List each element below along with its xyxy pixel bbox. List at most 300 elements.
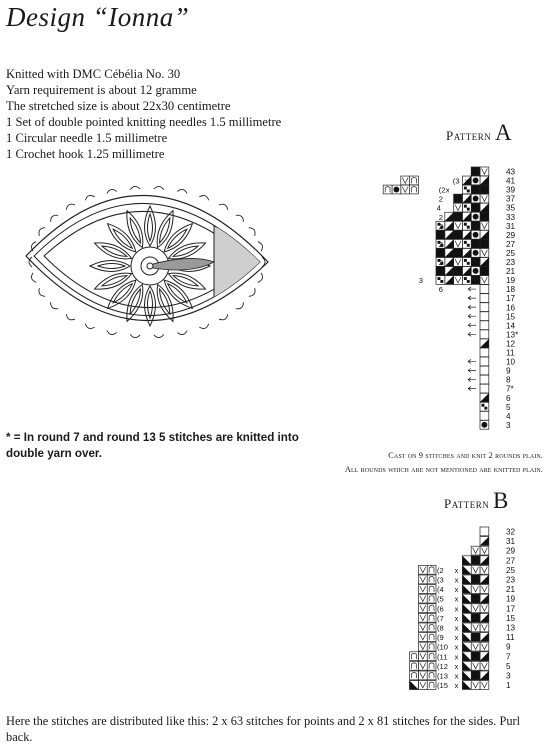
chart-cell xyxy=(480,420,489,429)
row-label: 3 xyxy=(506,671,511,681)
chart-cell xyxy=(454,248,463,257)
row-label: 29 xyxy=(506,546,516,556)
chart-cell xyxy=(471,681,480,690)
chart-cell xyxy=(462,267,471,276)
repeat-mark: (5 xyxy=(437,594,444,604)
chart-cell xyxy=(480,167,489,176)
scallop xyxy=(236,302,246,311)
row-label: 11 xyxy=(506,348,515,358)
chart-cell xyxy=(462,230,471,239)
row-label: 7 xyxy=(506,652,511,662)
chart-cell xyxy=(427,585,436,594)
chart-cell xyxy=(480,248,489,257)
repeat-mark: x xyxy=(454,565,459,575)
chart-cell xyxy=(462,221,471,230)
chart-cell xyxy=(462,239,471,248)
chart-cell xyxy=(471,671,480,680)
repeat-mark: (8 xyxy=(437,623,444,633)
petal xyxy=(122,208,147,249)
repeat-mark: x xyxy=(464,176,469,186)
chart-cell xyxy=(410,681,419,690)
chart-cell xyxy=(480,230,489,239)
scallop xyxy=(84,324,94,330)
chart-cell xyxy=(454,258,463,267)
pattern-a-title xyxy=(446,120,512,146)
chart-cell xyxy=(445,239,454,248)
round-note: * = In round 7 and round 13 5 stitches are knitted into double yarn over. xyxy=(6,431,299,460)
petal xyxy=(160,276,196,312)
chart-cell xyxy=(462,604,471,613)
arrow-left-icon xyxy=(468,369,476,373)
chart-cell xyxy=(471,185,480,194)
chart-cell xyxy=(480,652,489,661)
scallop xyxy=(37,226,45,236)
chart-cell xyxy=(480,312,489,321)
row-label: 19 xyxy=(506,276,516,286)
row-label: 12 xyxy=(506,339,516,349)
chart-cell xyxy=(480,203,489,212)
row-label: 11 xyxy=(506,633,515,643)
repeat-mark: x xyxy=(454,585,459,595)
chart-cell xyxy=(480,267,489,276)
row-label: 29 xyxy=(506,230,516,240)
repeat-mark: (7 xyxy=(437,613,444,623)
chart-cell xyxy=(462,203,471,212)
chart-cell xyxy=(471,623,480,632)
row-label: 1 xyxy=(506,681,511,691)
chart-cell xyxy=(480,604,489,613)
chart-cell xyxy=(480,575,489,584)
chart-cell xyxy=(462,212,471,221)
row-label: 37 xyxy=(506,194,516,204)
chart-cell xyxy=(462,258,471,267)
row-label: 13* xyxy=(506,330,519,340)
chart-cell xyxy=(427,652,436,661)
scallop xyxy=(177,189,187,194)
row-label: 7* xyxy=(506,384,514,394)
chart-cell xyxy=(480,339,489,348)
chart-cell xyxy=(471,221,480,230)
chart-cell xyxy=(471,258,480,267)
scallop xyxy=(49,213,59,222)
chart-cell xyxy=(418,661,427,670)
chart-cell xyxy=(454,212,463,221)
repeat-mark: x xyxy=(454,633,459,643)
repeat-mark: 2 xyxy=(438,239,444,249)
chart-cell xyxy=(392,185,401,194)
repeat-mark: (9 xyxy=(437,633,444,643)
repeat-mark: (12 xyxy=(437,661,448,671)
scallop xyxy=(199,194,209,200)
chart-cell xyxy=(427,633,436,642)
repeat-mark: (11 xyxy=(437,652,448,662)
row-label: 16 xyxy=(506,303,516,313)
repeat-mark: (2 xyxy=(438,185,446,195)
chart-cell xyxy=(418,575,427,584)
pattern-b-letter: B xyxy=(492,488,509,513)
chart-cell xyxy=(418,642,427,651)
design-title: Design “Ionna” xyxy=(6,2,190,32)
row-label: 15 xyxy=(506,613,516,623)
scallop xyxy=(106,331,116,336)
scallop xyxy=(106,189,116,194)
repeat-mark: x xyxy=(445,185,450,195)
repeat-mark: 2 xyxy=(438,267,444,277)
row-label: 25 xyxy=(506,248,516,258)
chart-cell xyxy=(480,330,489,339)
repeat-mark: x xyxy=(454,661,459,671)
row-label: 23 xyxy=(506,575,516,585)
pattern-a-caption-cast-on: Cast on 9 stitches and knit 2 rounds plain. xyxy=(388,451,543,460)
chart-cell xyxy=(471,661,480,670)
chart-cell xyxy=(454,203,463,212)
chart-cell xyxy=(401,176,410,185)
petal xyxy=(104,220,140,256)
chart-cell xyxy=(418,652,427,661)
chart-cell xyxy=(418,604,427,613)
row-label: 15 xyxy=(506,312,516,322)
chart-cell xyxy=(471,212,480,221)
repeat-mark: (3 xyxy=(437,575,444,585)
chart-cell xyxy=(480,366,489,375)
chart-cell xyxy=(427,661,436,670)
repeat-mark: x xyxy=(454,613,459,623)
row-label: 9 xyxy=(506,366,511,376)
row-label: 6 xyxy=(506,393,511,403)
petal xyxy=(166,269,207,294)
chart-cell xyxy=(445,276,454,285)
chart-cell xyxy=(462,652,471,661)
chart-cell xyxy=(410,176,419,185)
chart-cell xyxy=(480,642,489,651)
petal xyxy=(153,208,178,249)
chart-cell xyxy=(427,642,436,651)
chart-cell xyxy=(383,185,392,194)
scallop xyxy=(154,186,164,190)
pattern-a-chart xyxy=(380,164,520,446)
chart-cell xyxy=(454,239,463,248)
chart-cell xyxy=(410,671,419,680)
doily-illustration xyxy=(22,176,274,356)
arrow-left-icon xyxy=(468,378,476,382)
repeat-mark: x xyxy=(454,671,459,681)
row-label: 10 xyxy=(506,357,516,367)
chart-cell xyxy=(471,194,480,203)
scallop xyxy=(249,226,257,236)
chart-cell xyxy=(418,681,427,690)
chart-cell xyxy=(427,604,436,613)
row-label: 35 xyxy=(506,203,516,213)
chart-cell xyxy=(480,681,489,690)
chart-cell xyxy=(480,221,489,230)
chart-cell xyxy=(462,194,471,203)
chart-cell xyxy=(418,565,427,574)
repeat-mark: x xyxy=(454,642,459,652)
chart-cell xyxy=(480,402,489,411)
row-label: 43 xyxy=(506,167,516,177)
chart-cell xyxy=(480,546,489,555)
material-line: The stretched size is about 22x30 centimetre xyxy=(6,99,231,113)
repeat-mark: x xyxy=(454,623,459,633)
chart-cell xyxy=(480,384,489,393)
chart-cell xyxy=(410,661,419,670)
chart-cell xyxy=(427,613,436,622)
scallop xyxy=(258,273,264,283)
chart-cell xyxy=(480,258,489,267)
scallop xyxy=(219,202,229,210)
chart-cell xyxy=(480,185,489,194)
row-label: 5 xyxy=(506,661,511,671)
chart-cell xyxy=(427,623,436,632)
repeat-mark: (10 xyxy=(437,642,448,652)
repeat-mark: x xyxy=(454,594,459,604)
repeat-mark: (2 xyxy=(437,565,444,575)
repeat-mark: (4 xyxy=(437,585,444,595)
chart-cell xyxy=(480,375,489,384)
chart-cell xyxy=(401,185,410,194)
arrow-left-icon xyxy=(468,305,476,309)
chart-cell xyxy=(471,613,480,622)
chart-cell xyxy=(480,623,489,632)
chart-cell xyxy=(480,565,489,574)
chart-cell xyxy=(480,671,489,680)
chart-cell xyxy=(480,348,489,357)
row-label: 4 xyxy=(506,411,511,421)
chart-cell xyxy=(418,585,427,594)
row-label: 17 xyxy=(506,294,516,304)
chart-cell xyxy=(480,276,489,285)
chart-cell xyxy=(462,613,471,622)
scallop xyxy=(154,334,164,338)
chart-cell xyxy=(445,248,454,257)
scallop xyxy=(84,194,94,200)
chart-cell xyxy=(480,393,489,402)
chart-cell xyxy=(462,671,471,680)
repeat-mark: 6 xyxy=(438,285,444,295)
arrow-left-icon xyxy=(468,296,476,300)
repeat-mark: 2 xyxy=(438,194,444,204)
chart-cell xyxy=(462,661,471,670)
chart-cell xyxy=(454,221,463,230)
chart-cell xyxy=(480,537,489,546)
repeat-mark: 3 xyxy=(418,276,424,286)
scallop xyxy=(258,241,264,251)
row-label: 13 xyxy=(506,623,516,633)
arrow-left-icon xyxy=(468,359,476,363)
material-line: 1 Set of double pointed knitting needles 1.5 millimetre xyxy=(6,115,282,129)
row-label: 41 xyxy=(506,176,516,186)
chart-cell xyxy=(462,185,471,194)
row-label: 3 xyxy=(506,420,511,430)
chart-cell xyxy=(480,321,489,330)
chart-cell xyxy=(418,671,427,680)
material-line: Yarn requirement is about 12 gramme xyxy=(6,83,197,97)
chart-cell xyxy=(462,642,471,651)
chart-cell xyxy=(454,267,463,276)
repeat-mark: x xyxy=(454,604,459,614)
chart-cell xyxy=(471,239,480,248)
chart-cell xyxy=(480,594,489,603)
row-label: 14 xyxy=(506,321,516,331)
chart-cell xyxy=(462,276,471,285)
pattern-b-title xyxy=(444,488,509,514)
pattern-b-prefix: Pattern xyxy=(444,496,490,511)
repeat-mark: x xyxy=(454,575,459,585)
petal xyxy=(92,238,133,263)
material-line: 1 Circular needle 1.5 millimetre xyxy=(6,131,168,145)
row-label: 32 xyxy=(506,527,516,537)
arrow-left-icon xyxy=(468,287,476,291)
chart-cell xyxy=(445,267,454,276)
chart-cell xyxy=(471,575,480,584)
chart-cell xyxy=(471,604,480,613)
chart-cell xyxy=(454,276,463,285)
row-label: 8 xyxy=(506,375,511,385)
repeat-mark: (13 xyxy=(437,671,448,681)
chart-cell xyxy=(471,633,480,642)
arrow-left-icon xyxy=(468,323,476,327)
chart-cell xyxy=(462,585,471,594)
material-line: 1 Crochet hook 1.25 millimetre xyxy=(6,147,165,161)
chart-cell xyxy=(427,575,436,584)
repeat-mark: 2 xyxy=(438,258,444,267)
chart-cell xyxy=(471,556,480,565)
chart-cell xyxy=(480,176,489,185)
chart-cell xyxy=(480,194,489,203)
chart-cell xyxy=(462,575,471,584)
chart-cell xyxy=(480,357,489,366)
repeat-mark: (3 xyxy=(452,176,460,186)
chart-cell xyxy=(471,652,480,661)
chart-cell xyxy=(471,167,480,176)
chart-cell xyxy=(454,230,463,239)
row-label: 5 xyxy=(506,402,511,412)
chart-cell xyxy=(462,565,471,574)
chart-cell xyxy=(427,671,436,680)
row-label: 23 xyxy=(506,258,516,267)
row-label: 25 xyxy=(506,565,516,575)
repeat-mark: (15 xyxy=(437,681,448,691)
chart-cell xyxy=(480,556,489,565)
scallop xyxy=(37,288,45,298)
row-label: 39 xyxy=(506,185,516,195)
chart-cell xyxy=(454,194,463,203)
chart-cell xyxy=(462,623,471,632)
row-label: 31 xyxy=(506,221,516,231)
pattern-b-chart xyxy=(380,524,520,696)
chart-cell xyxy=(480,661,489,670)
chart-cell xyxy=(471,594,480,603)
material-line: Knitted with DMC Cébélia No. 30 xyxy=(6,67,181,81)
chart-cell xyxy=(427,681,436,690)
chart-cell xyxy=(471,248,480,257)
chart-cell xyxy=(480,285,489,294)
row-label: 9 xyxy=(506,642,511,652)
petal xyxy=(122,282,147,323)
chart-cell xyxy=(480,633,489,642)
chart-cell xyxy=(462,556,471,565)
chart-cell xyxy=(480,613,489,622)
scallop xyxy=(177,331,187,336)
repeat-mark: 2 xyxy=(438,212,444,222)
arrow-left-icon xyxy=(468,332,476,336)
chart-cell xyxy=(471,565,480,574)
chart-cell xyxy=(462,248,471,257)
row-label: 33 xyxy=(506,212,516,222)
chart-cell xyxy=(410,185,419,194)
chart-cell xyxy=(462,594,471,603)
repeat-mark: x xyxy=(454,652,459,662)
chart-cell xyxy=(471,642,480,651)
chart-cell xyxy=(427,594,436,603)
row-label: 19 xyxy=(506,594,516,604)
row-label: 21 xyxy=(506,267,516,277)
chart-cell xyxy=(480,527,489,536)
scallop xyxy=(65,314,75,322)
arrow-left-icon xyxy=(468,387,476,391)
pattern-a-letter: A xyxy=(494,120,513,145)
chart-cell xyxy=(410,652,419,661)
repeat-mark: x xyxy=(454,681,459,691)
row-label: 27 xyxy=(506,556,516,566)
chart-cell xyxy=(480,303,489,312)
chart-cell xyxy=(471,203,480,212)
chart-cell xyxy=(471,267,480,276)
row-label: 31 xyxy=(506,537,516,547)
chart-cell xyxy=(445,230,454,239)
row-label: 21 xyxy=(506,585,516,595)
chart-cell xyxy=(445,212,454,221)
repeat-mark: 4 xyxy=(436,203,442,213)
chart-cell xyxy=(436,276,445,285)
chart-cell xyxy=(445,258,454,267)
chart-cell xyxy=(471,546,480,555)
repeat-mark: (6 xyxy=(437,604,444,614)
repeat-mark: 2 xyxy=(438,221,444,231)
pattern-a-caption-rounds: All rounds which are not mentioned are knitted plain. xyxy=(344,465,543,474)
chart-cell xyxy=(471,176,480,185)
chart-cell xyxy=(471,276,480,285)
chart-cell xyxy=(418,633,427,642)
stitch-distribution-text: Here the stitches are distributed like this: 2 x 63 stitches for points and 2 x 81 stitches for the sides. Purl back. xyxy=(6,714,521,744)
repeat-mark: 2 xyxy=(438,230,444,240)
chart-cell xyxy=(480,212,489,221)
row-label: 17 xyxy=(506,604,516,614)
petal xyxy=(90,261,130,272)
scallop xyxy=(49,302,59,311)
pattern-a-prefix: Pattern xyxy=(446,128,492,143)
scallop xyxy=(30,273,36,283)
scallop xyxy=(249,288,257,298)
row-label: 27 xyxy=(506,239,516,249)
row-label: 18 xyxy=(506,285,516,295)
chart-cell xyxy=(427,565,436,574)
chart-cell xyxy=(418,623,427,632)
chart-cell xyxy=(462,633,471,642)
scallop xyxy=(130,334,140,338)
scallop xyxy=(199,324,209,330)
petal xyxy=(160,220,196,256)
chart-cell xyxy=(471,585,480,594)
chart-cell xyxy=(462,681,471,690)
repeat-mark: 2 xyxy=(438,248,444,258)
chart-cell xyxy=(480,585,489,594)
chart-cell xyxy=(480,239,489,248)
scallop xyxy=(219,314,229,322)
chart-cell xyxy=(480,294,489,303)
scallop xyxy=(65,202,75,210)
chart-cell xyxy=(418,613,427,622)
